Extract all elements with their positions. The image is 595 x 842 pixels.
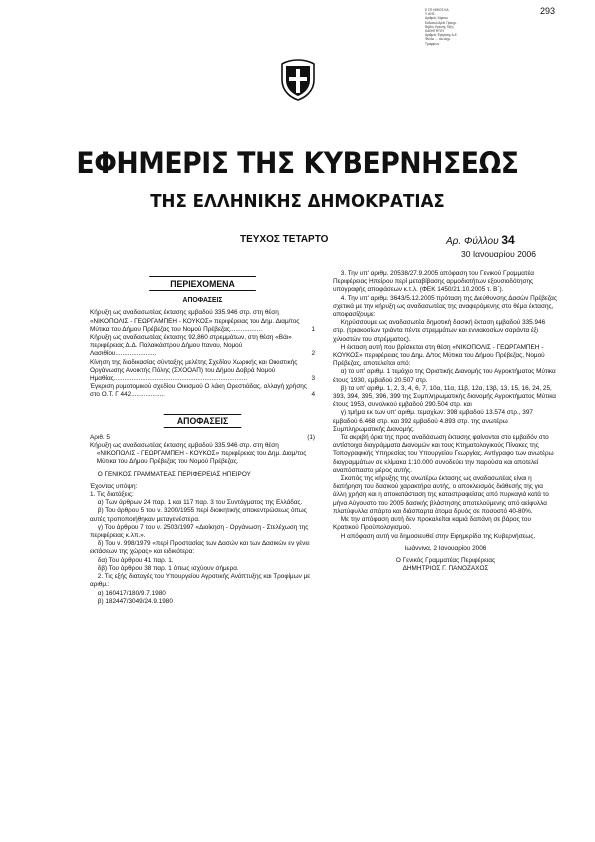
toc-item-page: 3 bbox=[311, 375, 316, 383]
publisher-stamp bbox=[425, 8, 485, 46]
paragraph: Σκοπός της κήρυξης της ανωτέρω έκτασης ως αναδασωτέας είναι η διατήρηση του δασικού χαρακτήρα αυτής, ο αποκλεισμός διάθεσής της για άλλη χρήση και η αποκατάσταση της καταστραφείσας από πυρκαγιά κατά το μήνα Αύγουστο του 2005 δασικής βλάστησης αποτελούμενης από αείφυλλα πλατύφυλλα σπάρτο και διάσπαρτα άτομα δρυός σε ποσοστό 40-80%. bbox=[333, 475, 549, 515]
stamp-line: Τροφίμων bbox=[425, 41, 440, 46]
decision-title: Κήρυξη ως αναδασωτέας έκτασης εμβαδού 335.946 στρ. στη θέση «ΝΙΚΟΠΟΛΙΣ - ΓΕΩΡΓΑΜΠΕΗ - ΚΟΥΚΟΣ» περιφέρειας του Δημ. Διαμ/τος Μύτικα του Δήμου Πρέβεζας του Νομού Πρέβεζας. bbox=[90, 442, 307, 466]
signature-role: Ο Γενικός Γραμματέας Περιφέρειας bbox=[395, 556, 496, 564]
paragraph: δβ) Του άρθρου 38 παρ. 1 όπως ισχύουν σήμερα. bbox=[97, 564, 239, 572]
paragraph: 1. Τις διατάξεις: bbox=[90, 491, 134, 499]
paragraph: Έχοντας υπόψη: bbox=[90, 482, 138, 490]
stamp-line: Αριθμός Χάρτου bbox=[425, 16, 448, 21]
paragraph: 2. Τις εξής διαταγές του Υπουργείου Αγροτικής Ανάπτυξης και Τροφίμων με αριθμ.: bbox=[90, 573, 311, 589]
sheet-label: Αρ. Φύλλου bbox=[446, 236, 499, 247]
paragraph: δα) Του άρθρου 41 παρ. 1. bbox=[97, 556, 174, 564]
signature-name: ΔΗΜΗΤΡΙΟΣ Γ. ΠΑΝΟΖΑΧΟΣ bbox=[402, 565, 489, 573]
paragraph: α) Των άρθρων 24 παρ. 1 και 117 παρ. 3 του Συντάγματος της Ελλάδας. bbox=[97, 499, 303, 507]
paragraph: Η έκταση αυτή που βρίσκεται στη θέση «ΝΙΚΟΠΟΛΙΣ - ΓΕΩΡΓΑΜΠΕΗ - ΚΟΥΚΟΣ» περιφέρειας του Δημ. Δ/τος Μύτικα του Δήμου Πρέβεζας, Νομού Πρέβεζας, αποτελείται από: bbox=[333, 343, 545, 368]
paragraph: Η απόφαση αυτή να δημοσιευθεί στην Εφημερίδα της Κυβερνήσεως. bbox=[340, 532, 536, 540]
stamp-line: Εκδοτικό Αριθ. Πραγμ. bbox=[425, 20, 457, 25]
paragraph: Με την απόφαση αυτή δεν προκαλείται καμιά δαπάνη σε βάρος του Κρατικού Προϋπολογισμού. bbox=[333, 516, 531, 532]
stamp-line: Αριθμός Έγκρισης Δ.Ε. bbox=[425, 33, 458, 38]
page-number: 293 bbox=[540, 6, 556, 16]
toc-subheading: ΑΠΟΦΑΣΕΙΣ bbox=[182, 297, 223, 305]
paragraph: β) 182447/3049/24.9.1980 bbox=[97, 597, 173, 605]
toc-item-page: 1 bbox=[311, 325, 316, 333]
issue-label: ΤΕΥΧΟΣ ΤΕΤΑΡΤΟ bbox=[240, 234, 329, 245]
toc-item[interactable] bbox=[90, 334, 315, 359]
coat-of-arms-icon bbox=[278, 58, 318, 102]
toc-item[interactable] bbox=[90, 359, 315, 384]
stamp-line: Υ. ΔΗΣ. bbox=[425, 12, 436, 17]
paragraph: δ) Του ν. 998/1979 «περί Προστασίας των Δασών και των Δασικών εν γένει εκτάσεων της χώρας» και ειδικότερα: bbox=[90, 540, 310, 556]
paragraph: β) τα υπ' αριθμ. 1, 2, 3, 4, 6, 7, 10α, 11α, 11β, 12α, 13β, 13, 15, 16, 24, 25, 393, 394, 395, 396, 399 της Συμπληρωματικής διανομής Αγροκτήματος Μύτικα έτους 1953, συνολικού εμβαδού 290.504 στρ. και bbox=[333, 384, 557, 409]
article-number: Αριθ. 5 bbox=[90, 433, 111, 441]
gazette-subtitle: ΤΗΣ ΕΛΛΗΝΙΚΗΣ ΔΗΜΟΚΡΑΤΙΑΣ bbox=[150, 192, 445, 212]
paragraph: Τα ακριβή όρια της προς αναδάσωση έκτασης φαίνονται στο εμβαδόν στο αντίστοιχα διαγράμματα Διανομών και τους Κτηματολογικούς Πίνακες της Τοπογραφικής Υπηρεσίας του Υπουργείου Γεωργίας. Αντίγραφο των ανωτέρω διαγραμμάτων σε κλίμακα 1:10.000 συνοδεύει την παρούσα και αποτελεί αναπόσπαστο μέρος αυτής. bbox=[333, 434, 554, 474]
signature-place-date: Ιωάννινα, 2 Ιανουαρίου 2006 bbox=[404, 544, 487, 552]
sheet-number bbox=[446, 233, 515, 247]
article-ref: (1) bbox=[307, 433, 316, 441]
gazette-title: ΕΦΗΜΕΡΙΣ ΤΗΣ ΚΥΒΕΡΝΗΣΕΩΣ bbox=[76, 146, 519, 180]
toc-item[interactable] bbox=[90, 309, 315, 334]
left-paragraphs bbox=[90, 483, 315, 606]
stamp-line: ΚΑΘΗΓΗΤΟΥ bbox=[425, 29, 445, 34]
toc-item[interactable] bbox=[90, 383, 315, 399]
right-paragraphs bbox=[333, 270, 558, 541]
toc-item-text: Κήρυξη ως αναδασωτέας έκτασης εμβαδού 335.946 στρ. στη θέση «ΝΙΚΟΠΟΛΙΣ - ΓΕΩΡΓΑΜΠΕΗ - ΚΟΥΚΟΣ» περιφέρειας του Δημ. Διαμ/τος Μύτικα του Δήμου Πρέβεζας του Νομού Πρέβεζας.................. bbox=[90, 309, 300, 333]
paragraph: γ) Του άρθρου 7 του ν. 2503/1997 «Διοίκηση - Οργάνωση - Στελέχωση της περιφέρειας κ.λπ.». bbox=[90, 523, 309, 540]
decisions-heading: ΑΠΟΦΑΣΕΙΣ bbox=[164, 414, 242, 428]
paragraph: 3. Την υπ' αριθμ. 20538/27.9.2005 απόφαση του Γενικού Γραμματέα Περιφέρειας Ηπείρου περί μεταβίβασης αρμοδιοτήτων εξουσιοδότησης υπογραφής αποφάσεων κ.τ.λ. (ΦΕΚ 1450/21.10.2005 τ. Β΄). bbox=[333, 270, 535, 294]
left-column bbox=[90, 270, 315, 606]
paragraph: α) το υπ' αριθμ. 1 τεμάχιο της Οριστικής Διανομής του Αγροκτήματος Μύτικα έτους 1930, εμβαδού 20.507 στρ. bbox=[333, 368, 556, 384]
stamp-line: Φύλλο ... του Δημ. bbox=[425, 37, 451, 42]
stamp-line: Ε ΣΠ ΗΜΙΟΣ ΚΑ bbox=[425, 8, 449, 12]
paragraph: γ) τμήμα εκ των υπ' αριθμ. τεμαχίων: 398 εμβαδού 13.574 στρ., 397 εμβαδού 6.468 στρ. και 392 εμβαδού 4.893 στρ. της ανωτέρω Συμπληρωματικής Διανομής. bbox=[333, 409, 533, 433]
toc-item-text: Κήρυξη ως αναδασωτέας έκτασης 92,860 στρεμμάτων, στη θέση «Βάι» περιφέρειας Δ.Δ. Παλαικάστρου Δήμου Ιτανου, Νομού Λασιθίου....................... bbox=[90, 334, 292, 358]
paragraph: 4. Την υπ' αριθμ. 3643/5.12.2005 πρόταση της Διεύθυνσης Δασών Πρέβεζας σχετικά με την κήρυξη ως αναδασωτέας της αναφερόμενης στο θέμα έκτασης, αποφασίζουμε: bbox=[333, 294, 557, 319]
toc-item-text: Έγκριση ρυμοτομικού σχεδίου Οικισμού Ο λάκη Ορεστιάδας, αλλαγή χρήσης στο Ο.Τ. Γ 442................... bbox=[90, 383, 307, 399]
authority: Ο ΓΕΝΙΚΟΣ ΓΡΑΜΜΑΤΕΑΣ ΠΕΡΙΦΕΡΕΙΑΣ ΗΠΕΙΡΟΥ bbox=[97, 470, 251, 478]
article-number-row bbox=[90, 434, 315, 442]
stamp-line: Βιβλίο Υγιεινής Τάξη bbox=[425, 24, 454, 29]
paragraph: β) Του άρθρου 5 του ν. 3200/1955 περί διοικητικής αποκεντρώσεως όπως αυτές τροποποιήθηκαν μεταγενέστερα. bbox=[90, 507, 307, 523]
toc-item-page: 4 bbox=[311, 391, 316, 399]
right-column bbox=[333, 270, 558, 573]
sheet-value: 34 bbox=[501, 233, 515, 247]
toc-heading: ΠΕΡΙΕΧΟΜΕΝΑ bbox=[149, 276, 256, 291]
toc-item-text: Κίνηση της διαδικασίας σύνταξης μελέτης Σχεδίου Χωρικής και Οικιστικής Οργάνωσης Ανοικτής Πόλης (ΣΧΟΟΑΠ) του Δήμου Δοβρά Νομού Ημαθίας........................................................................... bbox=[90, 358, 298, 383]
paragraph: Κηρύσσουμε ως αναδασωτέα δημοτική δασική έκταση εμβαδού 335.946 στρ. (τριακοσίων τριάντα πέντε στρεμμάτων και εννιακοσίων σαράντα έξι χιλιοστών του στρέμματος). bbox=[333, 319, 546, 343]
issue-date: 30 Ιανουαρίου 2006 bbox=[461, 249, 537, 259]
paragraph: α) 160417/180/9.7.1980 bbox=[97, 589, 166, 597]
toc-item-page: 2 bbox=[311, 350, 316, 358]
